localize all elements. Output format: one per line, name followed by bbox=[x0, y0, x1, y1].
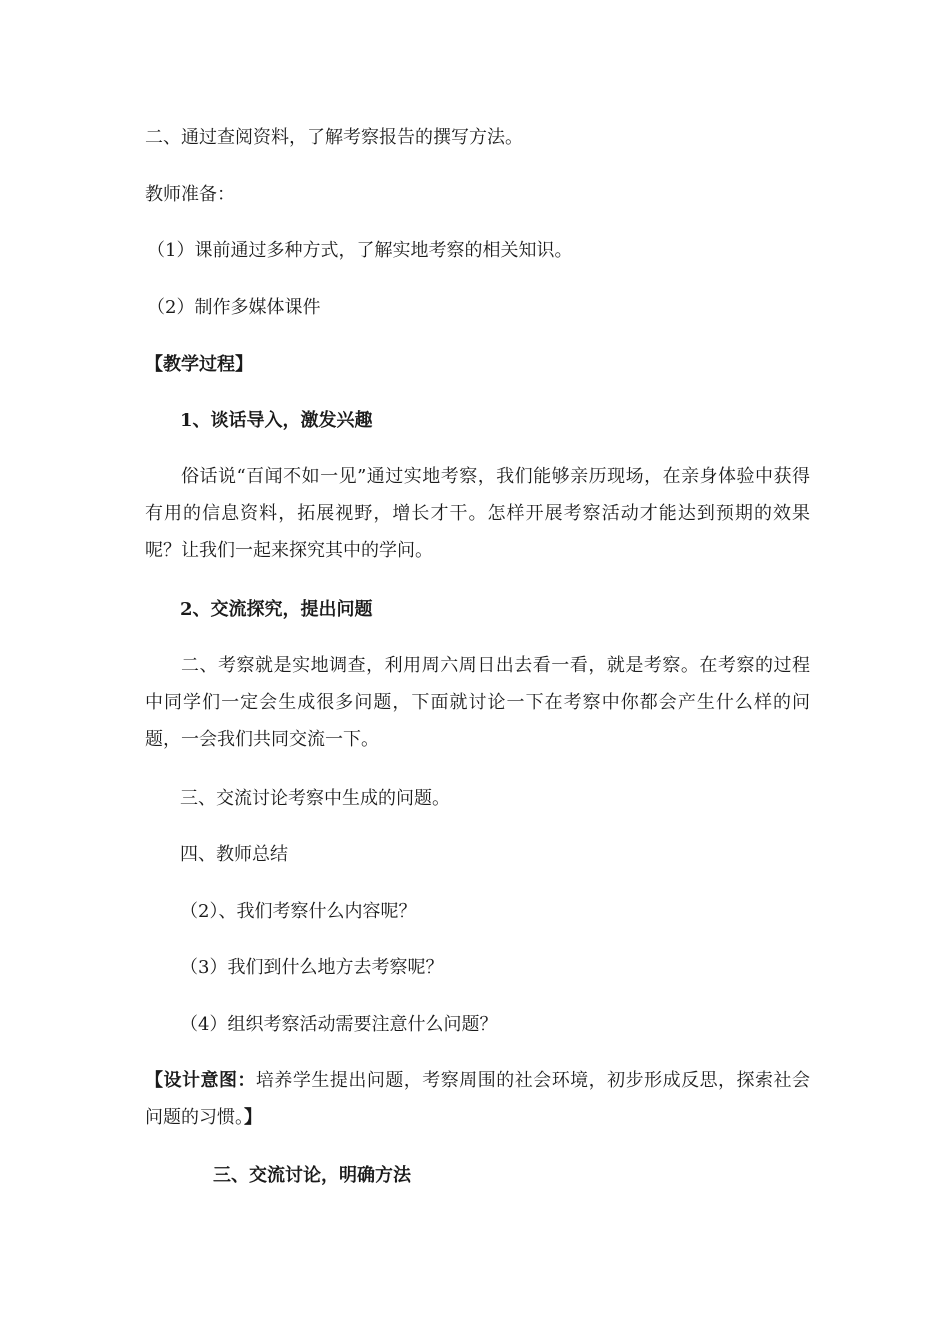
design-intent-note bbox=[145, 1062, 810, 1136]
step-2-heading: 2、交流探究，提出问题 bbox=[180, 599, 373, 620]
design-intent-label: 【设计意图： bbox=[145, 1070, 256, 1091]
step-1-paragraph: 俗话说“百闻不如一见”通过实地考察，我们能够亲历现场，在亲身体验中获得有用的信息资料，拓展视野，增长才干。怎样开展考察活动才能达到预期的效果呢？让我们一起来探究其中的学问。 bbox=[145, 466, 810, 561]
design-intent-text: 培养学生提出问题，考察周围的社会环境，初步形成反思，探索社会问题的习惯。 bbox=[145, 1070, 811, 1128]
prep-item-1: （1）课前通过多种方式，了解实地考察的相关知识。 bbox=[147, 240, 573, 261]
prep-item-2: （2）制作多媒体课件 bbox=[147, 297, 321, 318]
step-3-heading: 三、交流讨论，明确方法 bbox=[213, 1165, 411, 1186]
step-1-heading: 1、谈话导入，激发兴趣 bbox=[180, 410, 373, 431]
step-2-paragraph: 二、考察就是实地调查，利用周六周日出去看一看，就是考察。在考察的过程中同学们一定会生成很多问题，下面就讨论一下在考察中你都会产生什么样的问题，一会我们共同交流一下。 bbox=[145, 655, 810, 750]
question-3: （3）我们到什么地方去考察呢？ bbox=[180, 957, 444, 978]
teaching-process-heading: 【教学过程】 bbox=[145, 354, 253, 375]
teacher-prep-label: 教师准备： bbox=[145, 184, 235, 205]
question-4: （4）组织考察活动需要注意什么问题？ bbox=[180, 1014, 498, 1035]
design-intent-close: 】 bbox=[244, 1107, 262, 1128]
question-2: （2）、我们考察什么内容呢？ bbox=[180, 901, 417, 922]
goal-line-2: 二、通过查阅资料，了解考察报告的撰写方法。 bbox=[145, 127, 523, 148]
item-4: 四、教师总结 bbox=[180, 844, 288, 865]
item-3: 三、交流讨论考察中生成的问题。 bbox=[180, 788, 450, 809]
